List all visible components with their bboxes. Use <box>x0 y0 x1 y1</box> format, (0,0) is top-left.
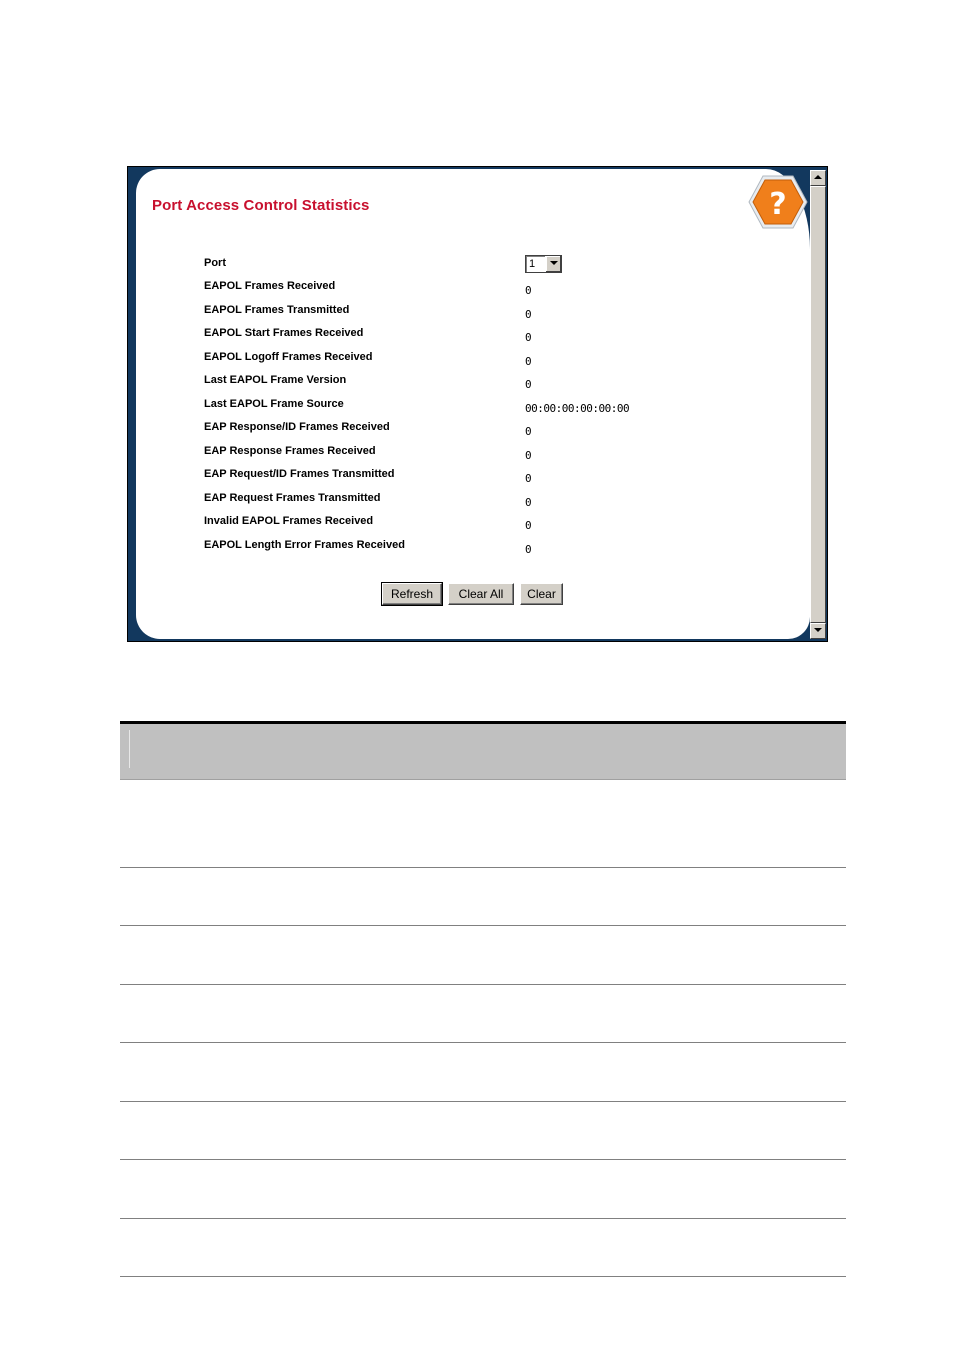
arrow-down-icon <box>814 628 822 633</box>
table-row <box>120 868 846 926</box>
table-row <box>120 780 846 868</box>
stat-value: 0 <box>525 378 532 391</box>
port-select-value: 1 <box>529 258 536 270</box>
stat-row <box>136 351 810 371</box>
port-label: Port <box>204 257 226 269</box>
stat-value: 00:00:00:00:00:00 <box>525 402 630 415</box>
stat-value: 0 <box>525 331 532 344</box>
stat-label: EAP Response Frames Received <box>204 445 376 457</box>
stat-value: 0 <box>525 425 532 438</box>
stat-label: EAP Request/ID Frames Transmitted <box>204 468 395 480</box>
stat-value: 0 <box>525 496 532 509</box>
stat-value: 0 <box>525 308 532 321</box>
stat-value: 0 <box>525 472 532 485</box>
stat-label: EAPOL Frames Received <box>204 280 336 292</box>
stat-row <box>136 539 810 559</box>
content-panel <box>136 169 810 639</box>
refresh-button[interactable]: Refresh <box>382 583 442 605</box>
clear-button[interactable]: Clear <box>520 583 563 605</box>
table-row <box>120 1043 846 1102</box>
stat-row <box>136 421 810 441</box>
stat-label: EAPOL Length Error Frames Received <box>204 539 405 551</box>
stat-label: Last EAPOL Frame Source <box>204 398 344 410</box>
stat-label: Last EAPOL Frame Version <box>204 374 347 386</box>
arrow-up-icon <box>814 175 822 180</box>
scroll-up-button[interactable] <box>810 170 826 186</box>
clear-all-button[interactable]: Clear All <box>448 583 514 605</box>
screenshot-frame <box>127 166 828 642</box>
stat-value: 0 <box>525 284 532 297</box>
vertical-scrollbar[interactable] <box>810 170 826 639</box>
port-row <box>136 257 810 277</box>
stat-value: 0 <box>525 449 532 462</box>
header-divider <box>129 730 130 768</box>
stat-row <box>136 398 810 418</box>
stat-value: 0 <box>525 519 532 532</box>
table-row <box>120 1219 846 1277</box>
table-row <box>120 1160 846 1219</box>
table-row <box>120 1102 846 1160</box>
stat-row <box>136 445 810 465</box>
stat-label: EAP Response/ID Frames Received <box>204 421 390 433</box>
scroll-thumb[interactable] <box>810 186 826 623</box>
scroll-down-button[interactable] <box>810 623 826 639</box>
stat-row <box>136 280 810 300</box>
table-header <box>120 724 846 780</box>
page-title: Port Access Control Statistics <box>152 197 370 214</box>
stat-value: 0 <box>525 355 532 368</box>
stat-row <box>136 304 810 324</box>
table-row <box>120 985 846 1043</box>
dropdown-button[interactable] <box>545 256 561 272</box>
chevron-down-icon <box>550 261 558 266</box>
table-row <box>120 926 846 985</box>
stat-row <box>136 468 810 488</box>
svg-text:?: ? <box>769 187 787 222</box>
port-select[interactable] <box>525 255 562 273</box>
stat-row <box>136 515 810 535</box>
stat-row <box>136 327 810 347</box>
help-icon[interactable] <box>748 175 808 229</box>
stat-label: EAP Request Frames Transmitted <box>204 492 381 504</box>
stat-label: EAPOL Start Frames Received <box>204 327 364 339</box>
document-table <box>120 721 846 1277</box>
stat-value: 0 <box>525 543 532 556</box>
stat-label: Invalid EAPOL Frames Received <box>204 515 374 527</box>
stat-row <box>136 492 810 512</box>
stat-row <box>136 374 810 394</box>
stat-label: EAPOL Logoff Frames Received <box>204 351 373 363</box>
stat-label: EAPOL Frames Transmitted <box>204 304 350 316</box>
